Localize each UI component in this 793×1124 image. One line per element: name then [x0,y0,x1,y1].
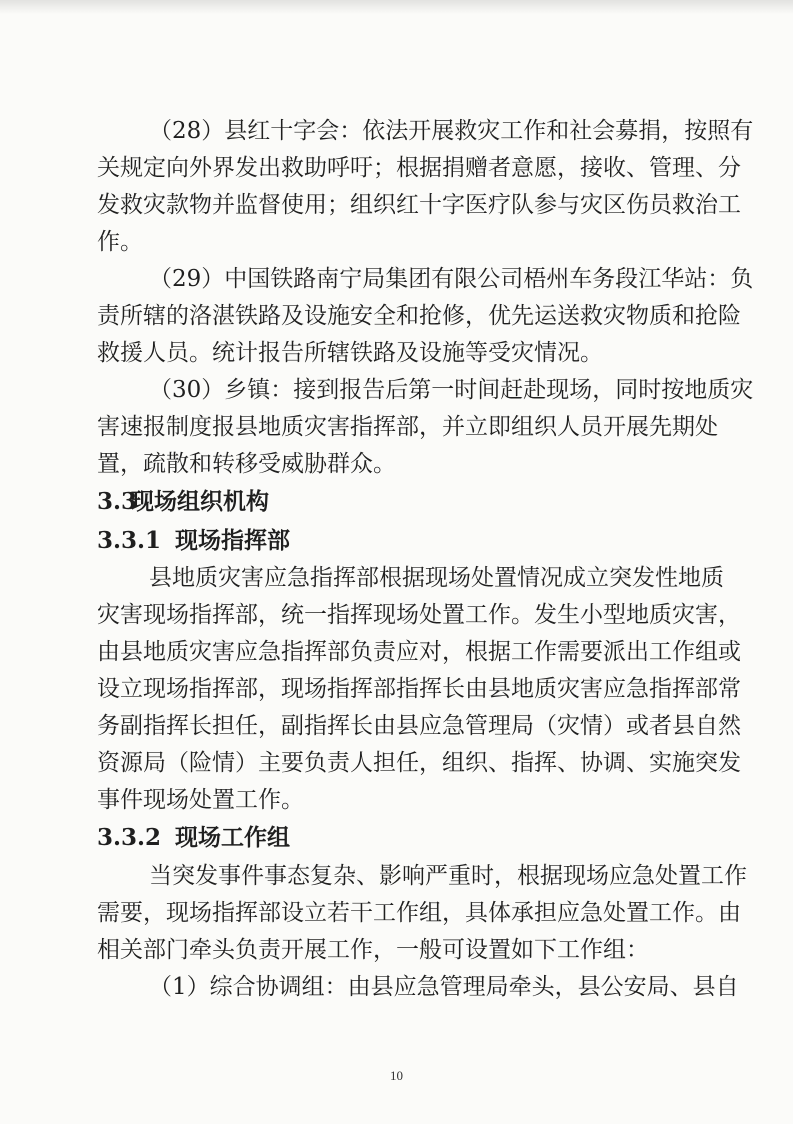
text-line: 作。 [97,229,143,255]
paragraph-3-3-2 [97,858,747,969]
paragraph-28 [97,113,754,261]
text-line: （28）县红十字会：依法开展救灾工作和社会募捐，按照有 [149,118,754,144]
section-number: 3.3 [97,488,138,515]
text-line: 害速报制度报县地质灾害指挥部，并立即组织人员开展先期处 [97,414,718,440]
section-title: 现场工作组 [175,824,290,851]
section-heading-3-3 [97,483,701,522]
paragraph-30 [97,372,754,483]
text-line: 灾害现场指挥部，统一指挥现场处置工作。发生小型地质灾害， [97,602,741,628]
text-line: 相关部门牵头负责开展工作，一般可设置如下工作组： [97,936,649,963]
section-title: 现场组织机构 [131,488,269,515]
text-line: 救援人员。统计报告所辖铁路及设施等受灾情况。 [97,340,603,366]
text-line: 务副指挥长担任，副指挥长由县应急管理局（灾情）或者县自然 [97,713,741,739]
text-line: 资源局（险情）主要负责人担任，组织、指挥、协调、实施突发 [97,750,741,776]
paragraph-29 [97,261,754,372]
list-item-1: （1）综合协调组：由县应急管理局牵头，县公安局、县自 [149,973,739,1000]
section-number: 3.3.2 [97,824,162,851]
text-line: 置，疏散和转移受威胁群众。 [97,451,396,477]
text-line: （30）乡镇：接到报告后第一时间赶赴现场，同时按地质灾 [149,377,754,403]
text-line: 关规定向外界发出救助呼吁；根据捐赠者意愿，接收、管理、分 [97,155,741,181]
text-line: 事件现场处置工作。 [97,787,304,813]
text-line: 设立现场指挥部，现场指挥部指挥长由县地质灾害应急指挥部常 [97,676,741,702]
text-line: 当突发事件事态复杂、影响严重时，根据现场应急处置工作 [149,862,747,889]
text-line: 由县地质灾害应急指挥部负责应对，根据工作需要派出工作组或 [97,639,741,665]
section-number: 3.3.1 [97,526,162,554]
page-number: 10 [390,1068,403,1083]
text-line: （29）中国铁路南宁局集团有限公司梧州车务段江华站：负 [149,266,754,292]
text-line: 责所辖的洛湛铁路及设施安全和抢修，优先运送救灾物质和抢险 [97,303,741,329]
scan-edge [0,0,793,14]
text-line: 县地质灾害应急指挥部根据现场处置情况成立突发性地质 [149,565,724,591]
section-heading-3-3-1 [97,522,701,561]
section-title: 现场指挥部 [175,526,290,554]
document-body [97,113,754,1006]
section-heading-3-3-2 [97,819,701,858]
paragraph-3-3-1 [97,560,741,819]
text-line: 需要，现场指挥部设立若干工作组，具体承担应急处置工作。由 [97,899,741,926]
text-line: 发救灾款物并监督使用；组织红十字医疗队参与灾区伤员救治工 [97,192,741,218]
